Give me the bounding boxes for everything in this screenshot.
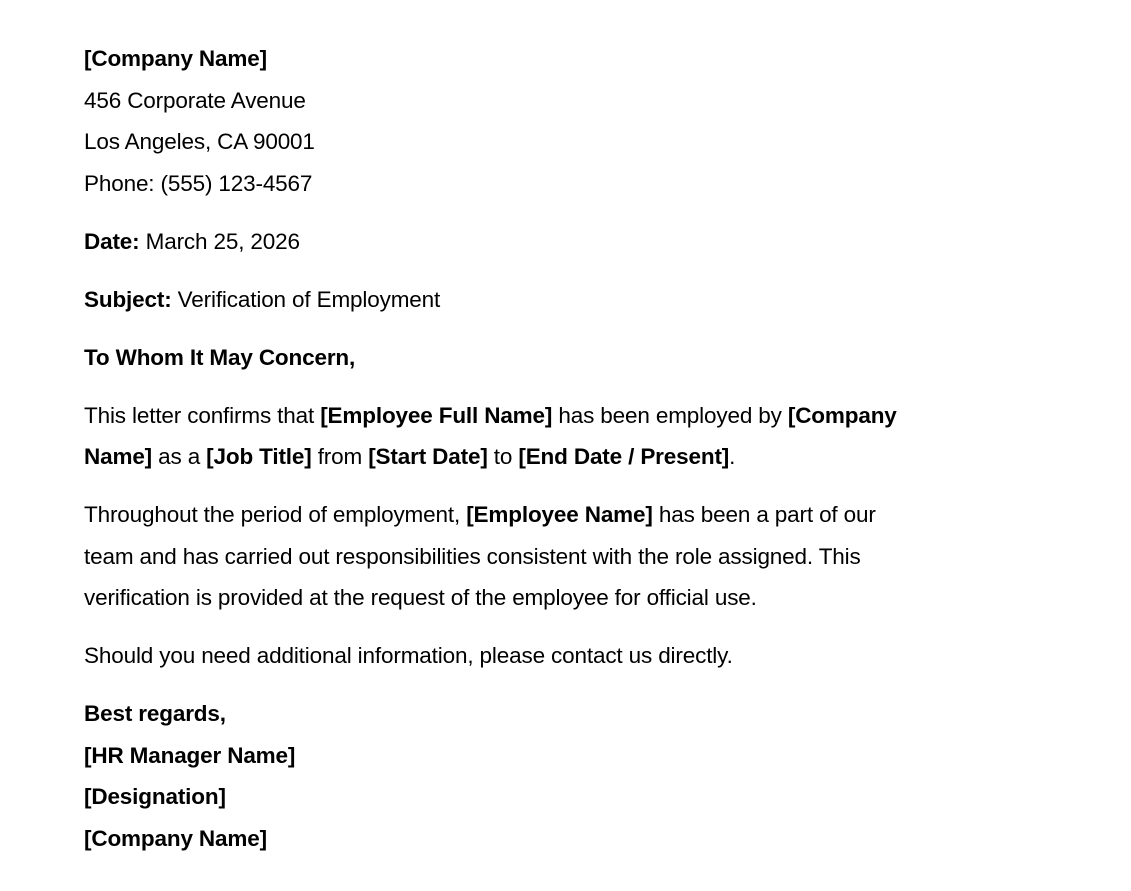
letterhead-company-name: [Company Name] bbox=[84, 46, 267, 71]
letterhead-address-line2: Los Angeles, CA 90001 bbox=[84, 129, 315, 154]
letter-document bbox=[84, 38, 1064, 859]
placeholder-employee-name: [Employee Name] bbox=[466, 502, 653, 527]
subject-line bbox=[84, 279, 1064, 321]
placeholder-end-date: [End Date / Present] bbox=[518, 444, 730, 469]
sign-off: Best regards, bbox=[84, 701, 226, 726]
placeholder-employee-full-name: [Employee Full Name] bbox=[320, 402, 553, 428]
closing-signature bbox=[84, 693, 1064, 859]
date-value: March 25, 2026 bbox=[139, 228, 300, 254]
paragraph-employment-confirmation: This letter confirms that [Employee Full Name] has been employed by [Company Name] as a [Job Title] from [Start Date] to [End Date / Present]. bbox=[84, 402, 897, 469]
signatory-designation: [Designation] bbox=[84, 784, 226, 809]
letterhead-address-line1: 456 Corporate Avenue bbox=[84, 87, 306, 113]
subject-label: Subject: bbox=[84, 286, 172, 312]
placeholder-start-date: [Start Date] bbox=[368, 444, 488, 469]
paragraph-employment-details: Throughout the period of employment, [Employee Name] has been a part of our team and has carried out responsibilities consistent with the role assigned. This verification is provided at the request of the employee for official use. bbox=[84, 502, 876, 610]
paragraph-contact: Should you need additional information, please contact us directly. bbox=[84, 643, 733, 668]
letterhead bbox=[84, 38, 1064, 204]
placeholder-company-name-cont: Name] bbox=[84, 444, 153, 469]
letterhead-phone: Phone: (555) 123-4567 bbox=[84, 170, 313, 196]
signatory-company: [Company Name] bbox=[84, 825, 267, 851]
signatory-name: [HR Manager Name] bbox=[84, 742, 296, 768]
salutation: To Whom It May Concern, bbox=[84, 344, 356, 370]
subject-value: Verification of Employment bbox=[171, 286, 441, 312]
placeholder-company-name: [Company bbox=[787, 402, 897, 428]
placeholder-job-title: [Job Title] bbox=[206, 444, 312, 469]
date-line bbox=[84, 221, 1064, 263]
date-label: Date: bbox=[84, 228, 140, 254]
